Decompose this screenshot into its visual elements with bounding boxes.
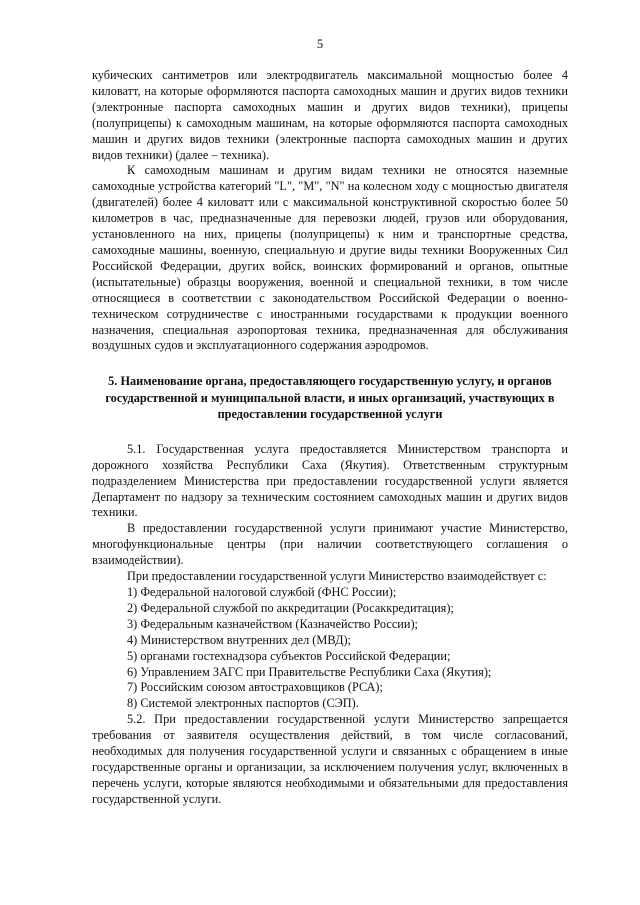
participants-paragraph: В предоставлении государственной услуги принимают участие Министерство, многофункциональные центры (при наличии соответствующего соглашения о взаимодействии). bbox=[92, 521, 568, 568]
section-5-1-paragraph: 5.1. Государственная услуга предоставляется Министерством транспорта и дорожного хозяйства Республики Саха (Якутия). Ответственным структурным подразделением Министерства при предоставлении государственной услуги является Департамент по надзору за техническим состоянием самоходных машин и других видов техники. bbox=[92, 441, 568, 520]
document-body bbox=[92, 68, 568, 808]
section-5-heading: 5. Наименование органа, предоставляющего государственную услугу, и органов государственной и муниципальной власти, и иных организаций, участвующих в предоставлении государственной услуги bbox=[105, 374, 555, 422]
list-item: 6) Управлением ЗАГС при Правительстве Республики Саха (Якутия); bbox=[127, 664, 492, 679]
interaction-list bbox=[92, 585, 568, 712]
continuation-paragraph: кубических сантиметров или электродвигатель максимальной мощностью более 4 киловатт, на которые оформляются паспорта самоходных машин и других видов техники (электронные паспорта самоходных машин и других видов техники), прицепы (полуприцепы) к самоходным машинам, на которые оформляются паспорта самоходных машин и других видов техники (электронные паспорта самоходных машин и других видов техники) (далее – техника). bbox=[92, 68, 568, 162]
list-item: 1) Федеральной налоговой службой (ФНС России); bbox=[127, 584, 397, 599]
section-5-2-paragraph: 5.2. При предоставлении государственной услуги Министерство запрещается требования от заявителя осуществления действий, в том числе согласований, необходимых для получения государственной услуги и связанных с обращением в иные государственные органы и организации, за исключением получения услуг, включенных в перечень услуги, которые являются необходимыми и обязательными для предоставления государственной услуги. bbox=[92, 712, 568, 806]
exclusion-paragraph: К самоходным машинам и другим видам техники не относятся наземные самоходные устройства категорий "L", "M", "N" на колесном ходу с мощностью двигателя (двигателей) более 4 киловатт или с максимальной конструктивной скоростью более 50 километров в час, предназначенные для перевозки людей, грузов или оборудования, установленного на них, прицепы (полуприцепы) к ним и транспортные средства, самоходные машины, военную, специальную и другие виды техники Вооруженных Сил Российской Федерации, других войск, воинских формирований и органов, опытные (испытательные) образцы вооружения, военной и специальной техники, в том числе относящиеся в соответствии с законодательством Российской Федерации о военно-техническом сотрудничестве с иностранными государствами к продукции военного назначения, специальная аэропортовая техника, предназначенная для обслуживания воздушных судов и эксплуатационного содержания аэродромов. bbox=[92, 163, 568, 353]
list-item: 7) Российским союзом автостраховщиков (РСА); bbox=[127, 680, 383, 695]
list-item: 8) Системой электронных паспортов (СЭП). bbox=[127, 696, 359, 711]
interaction-intro-paragraph: При предоставлении государственной услуги Министерство взаимодействует с: bbox=[127, 569, 547, 584]
list-item: 4) Министерством внутренних дел (МВД); bbox=[127, 632, 351, 647]
list-item: 2) Федеральной службой по аккредитации (Росаккредитация); bbox=[127, 600, 454, 615]
list-item: 5) органами гостехнадзора субъектов Российской Федерации; bbox=[127, 648, 451, 663]
list-item: 3) Федеральным казначейством (Казначейство России); bbox=[127, 616, 418, 631]
page-number: 5 bbox=[316, 37, 324, 51]
